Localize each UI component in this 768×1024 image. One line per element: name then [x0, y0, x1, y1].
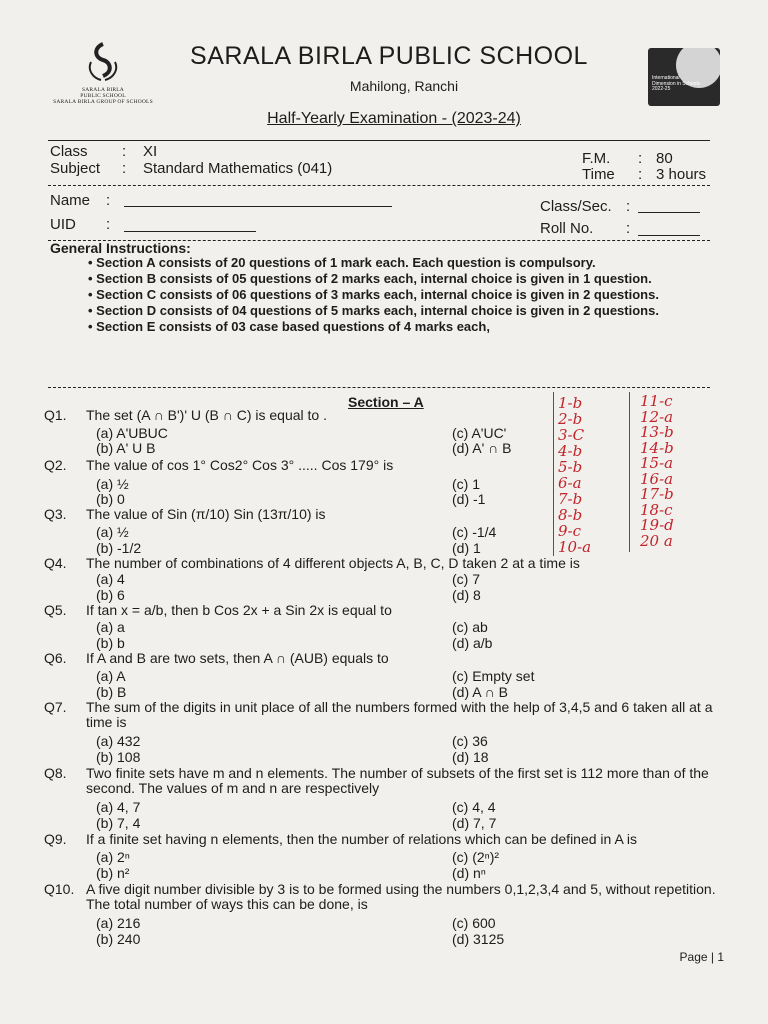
option-d[interactable]: (d) 8: [452, 587, 481, 603]
option-d[interactable]: (d) 3125: [452, 931, 505, 947]
question-text: The value of Sin (π/10) Sin (13π/10) is: [86, 506, 326, 522]
question-number: Q8.: [44, 765, 67, 781]
option-a[interactable]: (a) ½: [96, 524, 129, 540]
colon: :: [638, 166, 643, 183]
option-b[interactable]: (b) -1/2: [96, 540, 142, 556]
option-c[interactable]: (c) 4, 4: [452, 799, 496, 815]
school-name: SARALA BIRLA PUBLIC SCHOOL: [190, 42, 588, 70]
time-value: 3 hours: [656, 166, 707, 183]
logo-line-3: SARALA BIRLA GROUP OF SCHOOLS: [53, 99, 153, 105]
question-text: If a finite set having n elements, then the number of relations which can be defined in A is: [86, 831, 638, 847]
answer-key-entry: 6-a: [558, 474, 582, 492]
answer-key-entry: 2-b: [558, 410, 583, 428]
option-d[interactable]: (d) nⁿ: [452, 865, 486, 881]
option-b[interactable]: (b) B: [96, 684, 127, 700]
question-number: Q1.: [44, 407, 67, 423]
question-text: The number of combinations of 4 different objects A, B, C, D taken 2 at a time is: [86, 555, 580, 571]
page-number: Page | 1: [679, 950, 724, 964]
option-d[interactable]: (d) a/b: [452, 635, 493, 651]
exam-title: Half-Yearly Examination - (2023-24): [267, 110, 521, 127]
fm-value: 80: [656, 150, 673, 167]
subject-label: Subject: [50, 160, 101, 177]
question-text: The set (A ∩ B')' U (B ∩ C) is equal to .: [86, 407, 327, 423]
answer-key-entry: 17-b: [640, 485, 674, 503]
question-number: Q5.: [44, 602, 67, 618]
colon: :: [638, 150, 643, 167]
answer-key-entry: 11-c: [640, 392, 673, 410]
question-number: Q4.: [44, 555, 67, 571]
option-c[interactable]: (c) A'UC': [452, 425, 507, 441]
option-d[interactable]: (d) A ∩ B: [452, 684, 508, 700]
class-value: XI: [143, 143, 158, 160]
question-number: Q2.: [44, 457, 67, 473]
option-b[interactable]: (b) n²: [96, 865, 130, 881]
option-c[interactable]: (c) ab: [452, 619, 488, 635]
time-label: Time: [582, 166, 615, 183]
question-number: Q3.: [44, 506, 67, 522]
colon: :: [626, 198, 631, 215]
option-c[interactable]: (c) 600: [452, 915, 496, 931]
question-number: Q9.: [44, 831, 67, 847]
school-location: Mahilong, Ranchi: [349, 78, 459, 94]
colon: :: [106, 216, 111, 233]
option-c[interactable]: (c) Empty set: [452, 668, 535, 684]
answer-key-entry: 19-d: [640, 516, 674, 534]
name-label: Name: [50, 192, 91, 209]
class-label: Class: [50, 143, 88, 160]
question-text: If A and B are two sets, then A ∩ (AUB) equals to: [86, 650, 389, 666]
instruction-item: • Section A consists of 20 questions of 1 mark each. Each question is compulsory.: [88, 256, 688, 270]
option-d[interactable]: (d) 1: [452, 540, 481, 556]
option-c[interactable]: (c) 7: [452, 571, 480, 587]
option-b[interactable]: (b) 0: [96, 491, 125, 507]
option-a[interactable]: (a) 216: [96, 915, 141, 931]
instruction-item: • Section B consists of 05 questions of 2 marks each, internal choice is given in 1 question.: [88, 272, 688, 286]
question-text: The value of cos 1° Cos2° Cos 3° ..... Cos 179° is: [86, 457, 394, 473]
instruction-item: • Section C consists of 06 questions of 3 marks each, internal choice is given in 2 questions.: [88, 288, 688, 302]
answer-key-entry: 1-b: [558, 394, 583, 412]
question-text: The sum of the digits in unit place of all the numbers formed with the help of 3,4,5 and 6 taken all at a time is: [86, 699, 713, 730]
question-number: Q7.: [44, 699, 67, 715]
option-d[interactable]: (d) -1: [452, 491, 486, 507]
roll-label: Roll No.: [540, 220, 594, 237]
option-b[interactable]: (b) 7, 4: [96, 815, 141, 831]
question-text: A five digit number divisible by 3 is to be formed using the numbers 0,1,2,3,4 and 5, without repetition. The total number of ways this can be done, is: [86, 881, 716, 912]
answer-key-entry: 7-b: [558, 490, 583, 508]
instruction-item: • Section D consists of 04 questions of 5 marks each, internal choice is given in 2 questions.: [88, 304, 688, 318]
option-c[interactable]: (c) (2ⁿ)²: [452, 849, 500, 865]
logo-line-2: PUBLIC SCHOOL: [80, 93, 126, 99]
option-b[interactable]: (b) 6: [96, 587, 125, 603]
answer-key-entry: 10-a: [558, 538, 592, 556]
answer-key-entry: 4-b: [558, 442, 583, 460]
subject-value: Standard Mathematics (041): [143, 160, 333, 177]
fm-label: F.M.: [582, 150, 611, 167]
option-b[interactable]: (b) b: [96, 635, 125, 651]
answer-key-entry: 12-a: [640, 407, 674, 426]
option-a[interactable]: (a) A'UBUC: [96, 425, 168, 441]
answer-key-entry: 20 a: [640, 531, 673, 550]
answer-key-entry: 13-b: [640, 423, 674, 441]
option-a[interactable]: (a) 4: [96, 571, 125, 587]
option-c[interactable]: (c) 1: [452, 476, 480, 492]
answer-key-entry: 8-b: [558, 506, 583, 524]
question-text: If tan x = a/b, then b Cos 2x + a Sin 2x is equal to: [86, 602, 392, 618]
answer-key-entry: 9-c: [558, 522, 582, 540]
question-number: Q6.: [44, 650, 67, 666]
answer-key-entry: 15-a: [640, 454, 674, 472]
colon: :: [122, 160, 127, 177]
option-a[interactable]: (a) 432: [96, 733, 141, 749]
option-d[interactable]: (d) A' ∩ B: [452, 440, 512, 456]
answer-key-entry: 5-b: [558, 458, 583, 476]
option-a[interactable]: (a) 2ⁿ: [96, 849, 130, 865]
option-a[interactable]: (a) A: [96, 668, 126, 684]
question-text: Two finite sets have m and n elements. The number of subsets of the first set is 112 more than of the second. The values of m and n are respectively: [86, 765, 709, 796]
colon: :: [626, 220, 631, 237]
colon: :: [122, 143, 127, 160]
answer-key-entry: 14-b: [640, 438, 674, 457]
option-b[interactable]: (b) 108: [96, 749, 141, 765]
option-b[interactable]: (b) 240: [96, 931, 141, 947]
answer-key-entry: 3-C: [558, 426, 585, 444]
option-c[interactable]: (c) 36: [452, 733, 488, 749]
instruction-item: • Section E consists of 03 case based questions of 4 marks each,: [88, 320, 688, 334]
option-a[interactable]: (a) a: [96, 619, 125, 635]
answer-key-entry: 18-c: [640, 500, 673, 519]
colon: :: [106, 192, 111, 209]
option-a[interactable]: (a) 4, 7: [96, 799, 141, 815]
logo-line-1: SARALA BIRLA: [82, 87, 124, 93]
instructions-heading: General Instructions:: [50, 240, 191, 256]
answer-key-entry: 16-a: [640, 469, 674, 488]
badge-text: International Dimension in Schools 2022-25: [652, 75, 701, 92]
option-d[interactable]: (d) 18: [452, 749, 489, 765]
option-d[interactable]: (d) 7, 7: [452, 815, 497, 831]
classsec-label: Class/Sec.: [540, 198, 612, 215]
option-a[interactable]: (a) ½: [96, 476, 129, 492]
question-number: Q10.: [44, 881, 75, 897]
uid-label: UID: [50, 216, 76, 233]
option-b[interactable]: (b) A' U B: [96, 440, 156, 456]
section-title: Section – A: [348, 394, 424, 410]
option-c[interactable]: (c) -1/4: [452, 524, 497, 540]
